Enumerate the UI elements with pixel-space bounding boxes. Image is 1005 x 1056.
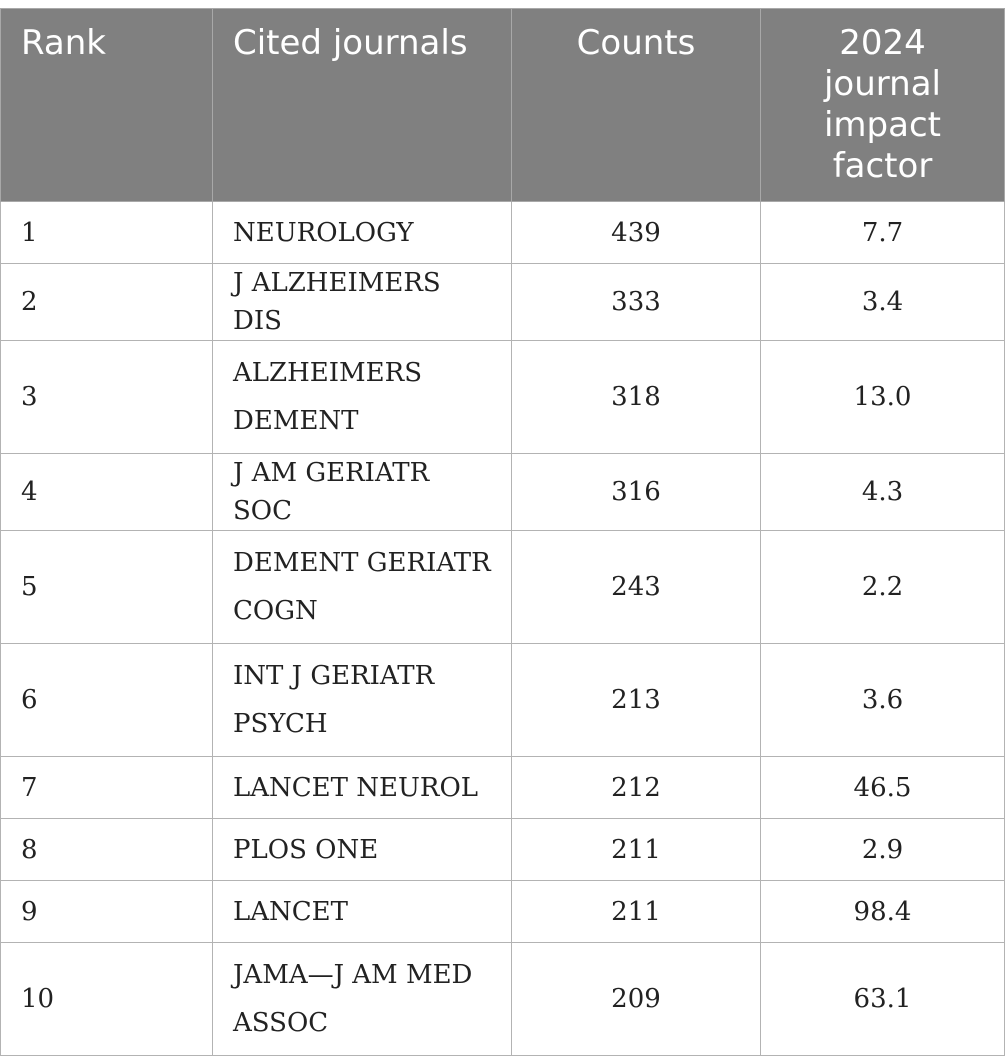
impact-factor-cell: 98.4 — [761, 881, 1005, 943]
header-impact-factor: 2024 journal impact factor — [761, 9, 1005, 202]
rank-cell: 3 — [1, 341, 213, 454]
counts-cell: 212 — [512, 757, 761, 819]
table-row — [1, 454, 1005, 531]
rank-cell: 8 — [1, 819, 213, 881]
counts-cell: 209 — [512, 943, 761, 1056]
rank-cell: 5 — [1, 531, 213, 644]
table-body — [1, 202, 1005, 1056]
rank-cell: 2 — [1, 264, 213, 341]
impact-factor-cell: 4.3 — [761, 454, 1005, 531]
table-row — [1, 943, 1005, 1056]
impact-factor-cell: 3.6 — [761, 644, 1005, 757]
journal-cell: LANCET — [213, 881, 512, 943]
impact-factor-cell: 63.1 — [761, 943, 1005, 1056]
counts-cell: 211 — [512, 819, 761, 881]
header-rank: Rank — [1, 9, 213, 202]
table-row — [1, 202, 1005, 264]
header-cited-journals: Cited journals — [213, 9, 512, 202]
impact-factor-cell: 2.2 — [761, 531, 1005, 644]
journal-cell: J ALZHEIMERS DIS — [213, 264, 512, 341]
impact-factor-cell: 2.9 — [761, 819, 1005, 881]
counts-cell: 318 — [512, 341, 761, 454]
table-row — [1, 881, 1005, 943]
journal-cell: INT J GERIATR PSYCH — [213, 644, 512, 757]
header-row — [1, 9, 1005, 202]
header-counts: Counts — [512, 9, 761, 202]
counts-cell: 439 — [512, 202, 761, 264]
rank-cell: 9 — [1, 881, 213, 943]
counts-cell: 316 — [512, 454, 761, 531]
table-row — [1, 341, 1005, 454]
counts-cell: 211 — [512, 881, 761, 943]
journal-cell: PLOS ONE — [213, 819, 512, 881]
journal-cell: LANCET NEUROL — [213, 757, 512, 819]
table-row — [1, 757, 1005, 819]
impact-factor-cell: 13.0 — [761, 341, 1005, 454]
journal-cell: NEUROLOGY — [213, 202, 512, 264]
journal-cell: J AM GERIATR SOC — [213, 454, 512, 531]
journal-cell: JAMA—J AM MED ASSOC — [213, 943, 512, 1056]
rank-cell: 4 — [1, 454, 213, 531]
rank-cell: 10 — [1, 943, 213, 1056]
impact-factor-cell: 7.7 — [761, 202, 1005, 264]
cited-journals-table — [0, 8, 1005, 1056]
counts-cell: 333 — [512, 264, 761, 341]
journal-cell: ALZHEIMERS DEMENT — [213, 341, 512, 454]
table-row — [1, 644, 1005, 757]
journal-cell: DEMENT GERIATR COGN — [213, 531, 512, 644]
table-row — [1, 264, 1005, 341]
counts-cell: 243 — [512, 531, 761, 644]
rank-cell: 1 — [1, 202, 213, 264]
counts-cell: 213 — [512, 644, 761, 757]
table-header — [1, 9, 1005, 202]
table-row — [1, 531, 1005, 644]
rank-cell: 6 — [1, 644, 213, 757]
impact-factor-cell: 46.5 — [761, 757, 1005, 819]
rank-cell: 7 — [1, 757, 213, 819]
table-row — [1, 819, 1005, 881]
impact-factor-cell: 3.4 — [761, 264, 1005, 341]
